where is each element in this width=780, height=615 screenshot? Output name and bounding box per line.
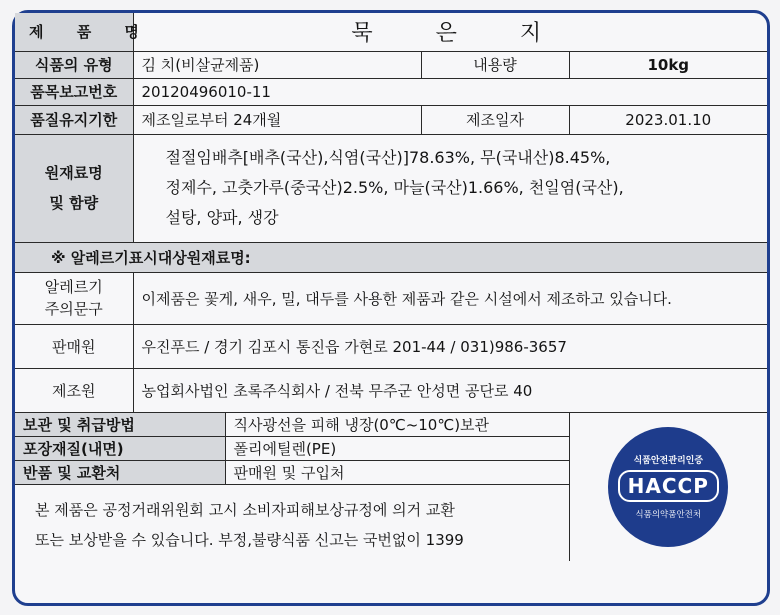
haccp-seal: [608, 427, 728, 547]
allergy-notice-value: 이제품은 꽃게, 새우, 밀, 대두를 사용한 제품과 같은 시설에서 제조하고 있습니다.: [133, 272, 767, 324]
manufacturer-value: 농업회사법인 초록주식회사 / 전북 무주군 안성면 공단로 40: [133, 368, 767, 412]
haccp-bottom-text: 식품의약품안전처: [635, 510, 702, 521]
ingredients-label-line1: 원재료명: [44, 164, 103, 182]
report-no-label: 품목보고번호: [15, 78, 133, 105]
allergy-notice-label-line2: 주의문구: [44, 300, 103, 318]
consumer-notice: [15, 484, 569, 561]
food-type-label: 식품의 유형: [15, 51, 133, 78]
content-value: 10kg: [569, 51, 767, 78]
ingredients-label-line2: 및 함량: [49, 194, 99, 212]
product-name-value: 묵 은 지: [133, 13, 767, 51]
haccp-top-text: 식품안전관리인증: [633, 456, 704, 467]
shelf-life-value: 제조일로부터 24개월: [133, 105, 421, 134]
manufacture-date-label: 제조일자: [421, 105, 569, 134]
shelf-life-label: 품질유지기한: [15, 105, 133, 134]
food-label: [12, 10, 770, 606]
returns-label: 반품 및 교환처: [15, 460, 225, 484]
ingredients-line: 설탕, 양파, 생강: [165, 208, 279, 227]
report-no-value: 20120496010-11: [133, 78, 767, 105]
haccp-main-text: HACCP: [618, 470, 719, 502]
ingredients-line: 정제수, 고춧가루(중국산)2.5%, 마늘(국산)1.66%, 천일염(국산),: [165, 178, 624, 197]
haccp-cell: [569, 412, 767, 561]
content-label: 내용량: [421, 51, 569, 78]
ingredients-value: [133, 134, 767, 242]
ingredients-line: 절절임배추[배추(국산),식염(국산)]78.63%, 무(국내산)8.45%,: [165, 148, 611, 167]
allergy-notice-label: [15, 272, 133, 324]
allergen-header: ※ 알레르기표시대상원재료명:: [15, 242, 767, 272]
seller-label: 판매원: [15, 324, 133, 368]
packaging-label: 포장재질(내면): [15, 436, 225, 460]
consumer-notice-line2: 또는 보상받을 수 있습니다. 부정,불량식품 신고는 국번없이 1399: [35, 530, 464, 549]
product-name-label: 제 품 명: [15, 13, 133, 51]
manufacture-date-value: 2023.01.10: [569, 105, 767, 134]
manufacturer-label: 제조원: [15, 368, 133, 412]
storage-label: 보관 및 취급방법: [15, 412, 225, 436]
food-type-value: 김 치(비살균제품): [133, 51, 421, 78]
packaging-value: 폴리에틸렌(PE): [225, 436, 569, 460]
label-table: [15, 13, 767, 561]
allergy-notice-label-line1: 알레르기: [44, 278, 103, 296]
returns-value: 판매원 및 구입처: [225, 460, 569, 484]
seller-value: 우진푸드 / 경기 김포시 통진읍 가현로 201-44 / 031)986-3657: [133, 324, 767, 368]
consumer-notice-line1: 본 제품은 공정거래위원회 고시 소비자피해보상규정에 의거 교환: [35, 500, 455, 519]
storage-value: 직사광선을 피해 냉장(0℃~10℃)보관: [225, 412, 569, 436]
ingredients-label: [15, 134, 133, 242]
